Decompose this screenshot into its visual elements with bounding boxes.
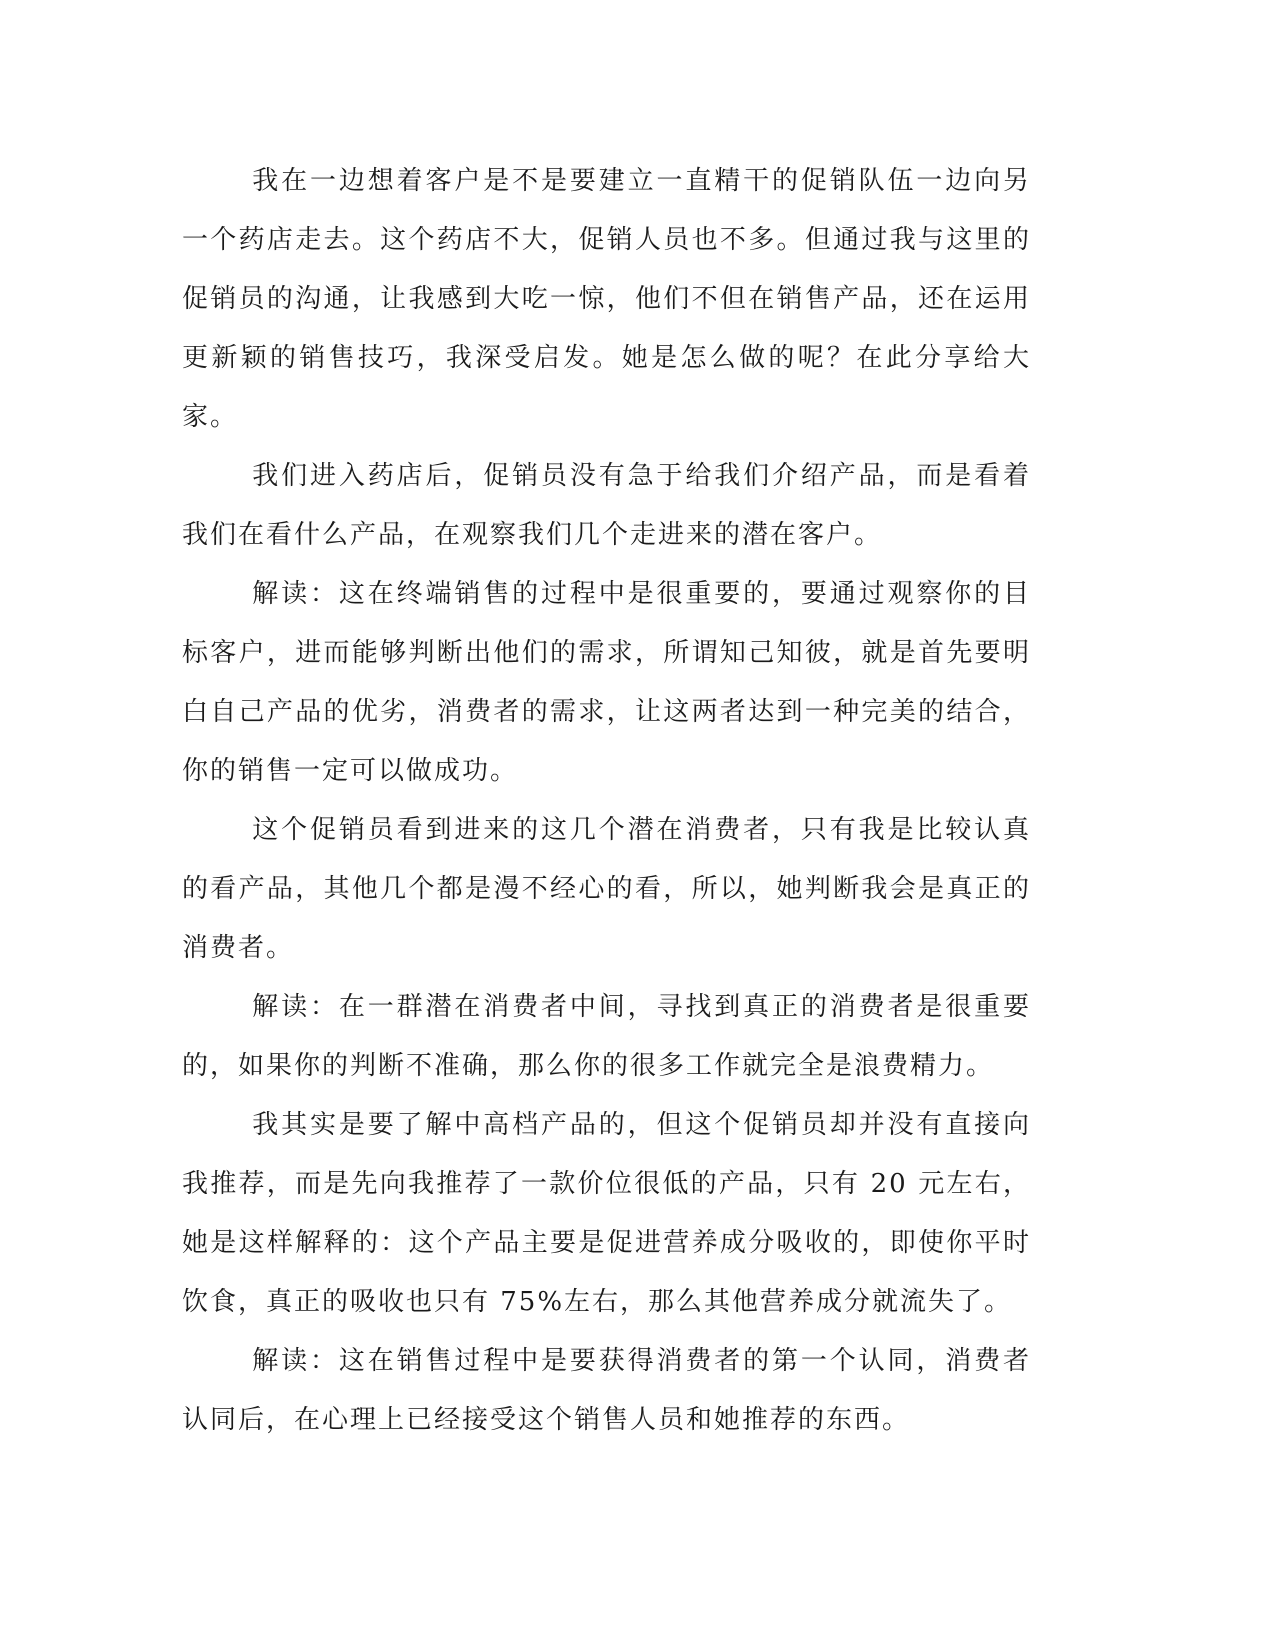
paragraph: 解读：在一群潜在消费者中间，寻找到真正的消费者是很重要的，如果你的判断不准确，那么你的很多工作就完全是浪费精力。: [182, 992, 1031, 1081]
paragraph: 解读：这在终端销售的过程中是很重要的，要通过观察你的目标客户，进而能够判断出他们的需求，所谓知己知彼，就是首先要明白自己产品的优劣，消费者的需求，让这两者达到一种完美的结合，你的销售一定可以做成功。: [182, 579, 1031, 786]
paragraph: 这个促销员看到进来的这几个潜在消费者，只有我是比较认真的看产品，其他几个都是漫不经心的看，所以，她判断我会是真正的消费者。: [182, 815, 1031, 963]
paragraph: 我在一边想着客户是不是要建立一直精干的促销队伍一边向另一个药店走去。这个药店不大，促销人员也不多。但通过我与这里的促销员的沟通，让我感到大吃一惊，他们不但在销售产品，还在运用更新颖的销售技巧，我深受启发。她是怎么做的呢？在此分享给大家。: [182, 166, 1031, 432]
paragraph: 我其实是要了解中高档产品的，但这个促销员却并没有直接向我推荐，而是先向我推荐了一款价位很低的产品，只有 20 元左右，她是这样解释的：这个产品主要是促进营养成分吸收的，即使你平时饮食，真正的吸收也只有 75%左右，那么其他营养成分就流失了。: [182, 1110, 1031, 1317]
document-body: [182, 152, 1031, 1450]
paragraph: 解读：这在销售过程中是要获得消费者的第一个认同，消费者认同后，在心理上已经接受这个销售人员和她推荐的东西。: [182, 1346, 1031, 1435]
paragraph: 我们进入药店后，促销员没有急于给我们介绍产品，而是看着我们在看什么产品，在观察我们几个走进来的潜在客户。: [182, 461, 1031, 550]
